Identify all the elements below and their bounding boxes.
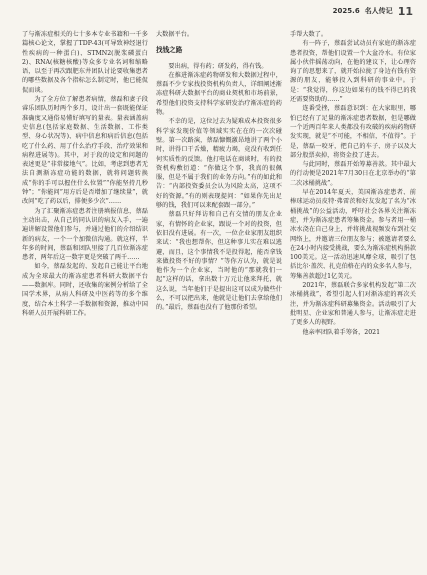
column-name: 名人传记 <box>364 7 393 15</box>
paragraph: 手帮大数了。 <box>290 31 328 38</box>
issue-date: 2025.6 <box>332 7 360 15</box>
paragraph: 不幸的是，这位过去为疑难成本投资很多科学家发现价值等领域实实在在的一次次碰壁。第一次路演，蔡磊慷慨激昂地讲了两个小时，讲得口干舌燥，精疲力竭，竟没有收到任何实质性的反馈。他打电话在商谈时，有的投资机构敷衍道：“你做这个事，我真的很佩服，但是不属于我们的业务方向。”有的如此和告：“内部投资委员会认为风险太高，这项不好的资源。”有的则表现提问：“如果你先出足够的钱，我们可以来配套跟一部分。” <box>156 118 282 210</box>
paragraph: 了与渐冻症相关的七十多本专业书籍和一千多篇核心论文，掌握了TDP-43(可导致神经退行性疾病的一种蛋白)、STMN2(脱浆磷蛋白2)、RNA(核糖核酸)等众多专业名词和缩略语，以至于再次跟肥东井团队讨论要收集患者的哪些数据及各个指标怎么制定时，他已能侃侃而谈。 <box>22 31 148 94</box>
page-number: 11 <box>397 4 413 18</box>
text-column-3 <box>290 30 416 570</box>
paragraph: 要出病，得有药；研发药，得有钱。 <box>168 62 268 70</box>
paragraph: 2021年，蔡磊联合多家机构发起“第二次冰桶挑战”，希望引起人们对渐冻症的再次关注，并为渐冻症科研募集资金。活动吸引了大批明星、企业家和普通人参与，让渐冻症走进了更多人的视野。 <box>290 282 416 327</box>
page-header <box>0 0 427 22</box>
article-body <box>22 30 417 570</box>
paragraph: 为了全方位了解患者病情，蔡磊和妻子段睿乐团队历时两个多月，设计出一套既能保证准确度又通俗易懂好填写的量表。量表涵盖病史信息(包括家庭数据、生活数据、工作类型、身心状况等)、病中信息和病后信息(包括吃了什么药、用了什么治疗手段、治疗效果和病程进展等)。其中，对于段的设定和问题的表述更是“非常接地气”。比如，考虑到患者无法自测渐冻症功能的数据，就将问题转换成“你的手可以握住什么位置”“你能坚持几秒钟”；“你能问”用方后是否增加了继续量”，就改问“吃了药以后，排便多少次”…… <box>22 96 148 206</box>
paragraph: 蔡磊只好拜访和自己有交情的朋友企业家，有情怀的企业家，跟说一个对的投资，但依旧没有进展。有一次，一位企业家朋友组织来试：“我也想帮你，但这种事儿实在难以逃避，而且，这个事情我不是投得起，能否拿钱来做投资不好的事情？”等你方认为，就是说他作为一个企业家，当时他的“那就我们一起”这样的话，拿出数十万元让他来拜托，就这么说，当年他们于是提出这可以成为做些什么，不可以把出来，他就是让他们去拿给他们的。”最后，蔡磊也没有了他那份希望。 <box>156 211 282 312</box>
paragraph: 早在2014年夏天，美国渐冻症患者、前棒球运动员皮特·弗雷茨和好友发起了名为“冰桶挑战”的公益活动，呼吁社会各界关注渐冻症，并为渐冻症患者筹集资金。参与者用一桶冰水浇在自己身上，并将挑战视频发布到社交网络上，并邀请三位朋友参与；被邀请者要么在24小时内接受挑战，要么为渐冻症机构捐款100美元。这一活动迅速风靡全球，吸引了包括比尔·盖茨、扎克伯格在内的众多名人参与，筹集善款超过1亿美元。 <box>290 189 416 280</box>
paragraph: 他亲率团队着手筹备，2021 <box>302 328 381 336</box>
paragraph: 大数据平台。 <box>156 31 194 38</box>
paragraph: 连番受挫，蔡磊意识到：在大家眼里，哪怕已经有了足量的渐冻症患者数据，但是哪做一个近两百年来人类都没有攻破的疾病药物研发实现，就是“不可能，不相信，不值得”。于是，蔡磊一咬牙，把自己的车子、房子以及大部分股票卖掉，将资金投了进去。 <box>290 105 416 159</box>
text-column-2 <box>156 30 282 570</box>
paragraph: 有一阵子，蔡磊尝试动员有家庭的渐冻症患者投资，帮他们设置一个大盆冷水。有位家属小伙伴摇荡动向，在他的建议下，让心理咨询了的思想来了，就开始拉拢了身边有钱有资源的朋友，能够投入到科研的事业中。于是：“我觉得，你这边如果有的钱不得已的我还需要资助的……” <box>290 40 416 104</box>
section-heading: 找钱之路 <box>156 46 183 55</box>
text-column-1 <box>22 30 148 570</box>
paragraph: 在推进渐冻症药物研发和大数据过程中，蔡磊不少专家找投资机构负责人，详细阐述渐冻症科研大数据平台的商业契机和市场前景，希望他们投资支持科学家研发治疗渐冻症的药物。 <box>156 71 282 117</box>
paragraph: 与此同时，蔡磊开始筹募善款。其中最大的行动便是2021年7月30日在北京举办的“第二次冰桶挑战”。 <box>290 161 416 187</box>
paragraph: 为了汇聚渐冻症患者注册填报信息，蔡磊主动出击，从自己的同认识的病友入手，一遍遍讲解设置他们参与，并通过他们的介绍结识新的病友，一个一个加微信沟通。就这样，半年多的时间，蔡磊和团队里接了几百位渐冻症患者，两年后这一数字更是突破了两千…… <box>22 207 148 262</box>
paragraph: 如今，蔡磊发起的、发起自己能让平台地成为全球最大的渐冻症患者科研大数据平台——数据库。同时，还收集的案例分析给了全国学术界，从病人科研及中医药等的多个维度，结合本土科学一手数据和资源，推动中国科研人员开展科研工作。 <box>22 263 148 317</box>
